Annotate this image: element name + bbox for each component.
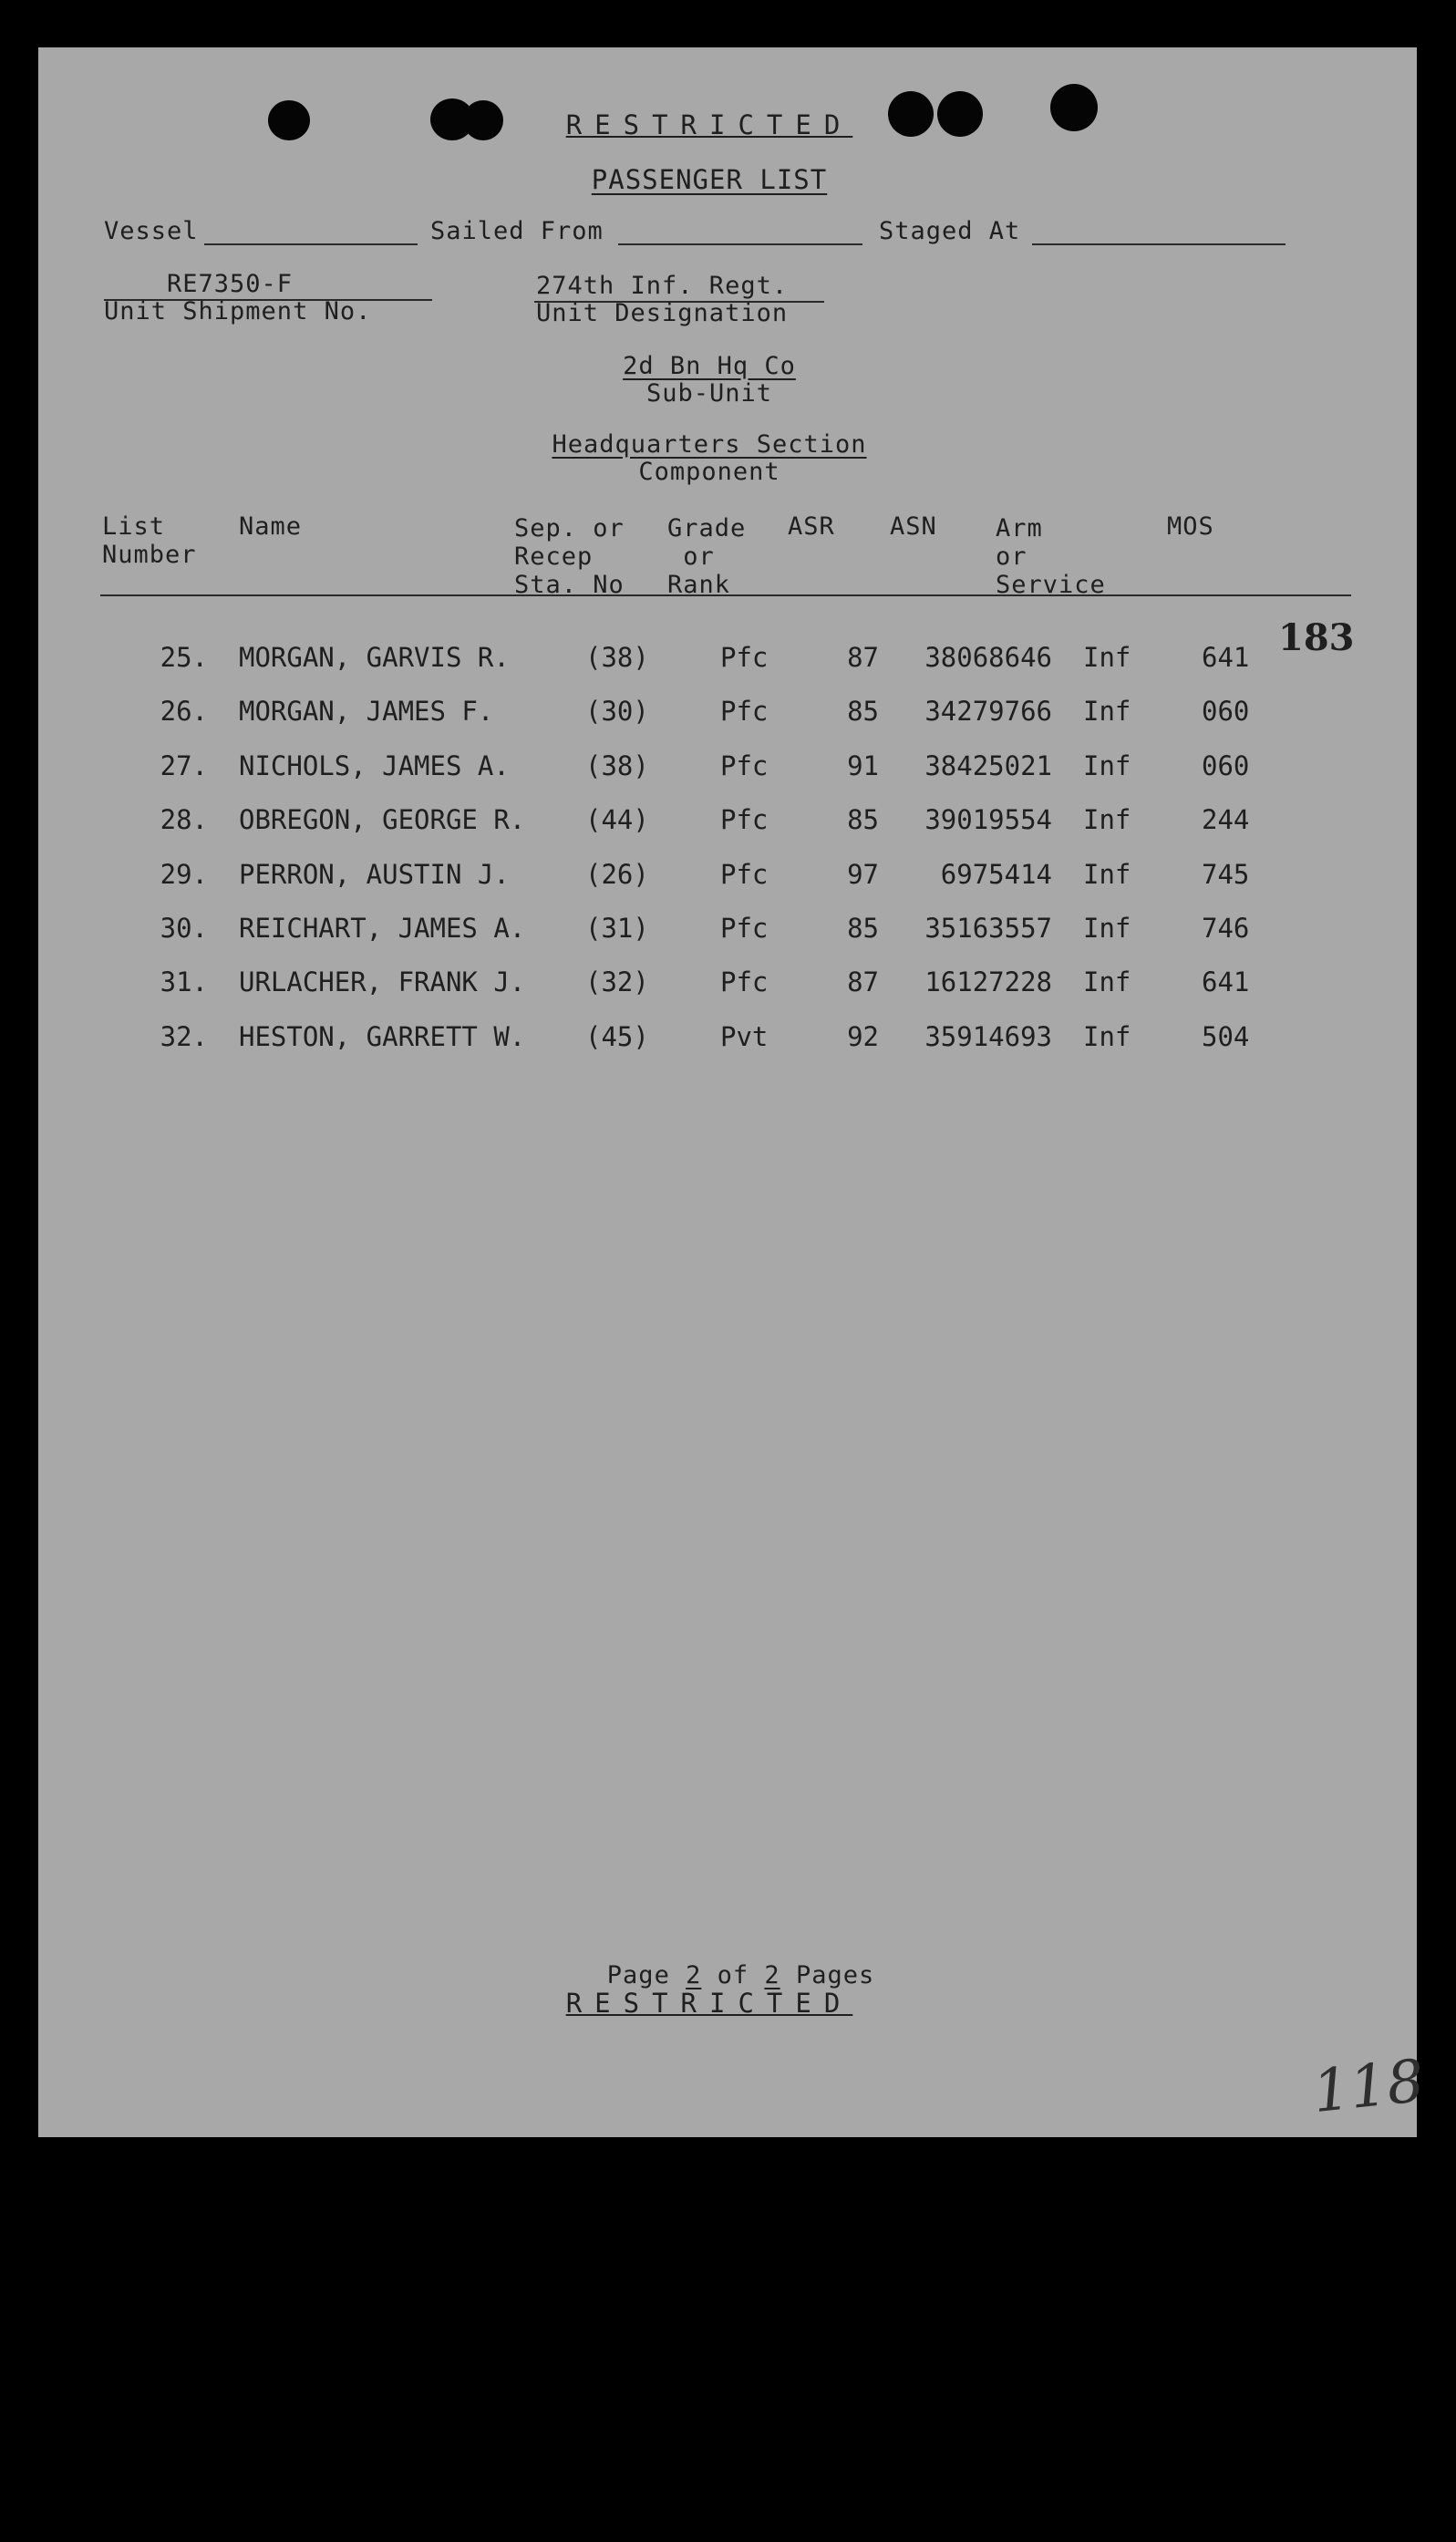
staged-at-label: Staged At bbox=[879, 217, 1021, 245]
restricted-top: RESTRICTED bbox=[565, 109, 853, 140]
cell-num: 30. bbox=[160, 913, 208, 944]
sub-unit-label: Sub-Unit bbox=[645, 379, 773, 408]
cell-name: NICHOLS, JAMES A. bbox=[239, 749, 510, 781]
cell-sta: (32) bbox=[585, 966, 649, 998]
component: Headquarters Section bbox=[552, 430, 867, 459]
cell-name: MORGAN, GARVIS R. bbox=[239, 642, 510, 673]
cell-mos: 244 bbox=[1202, 804, 1250, 836]
cell-sta: (26) bbox=[585, 858, 649, 890]
cell-name: MORGAN, JAMES F. bbox=[239, 696, 494, 728]
col-asn: ASN bbox=[890, 512, 937, 541]
table-row bbox=[38, 696, 1406, 732]
cell-num: 27. bbox=[160, 749, 208, 781]
unit-designation-label: Unit Designation bbox=[536, 299, 789, 327]
cell-asn: 35914693 bbox=[924, 1020, 1052, 1052]
cell-name: URLACHER, FRANK J. bbox=[239, 966, 526, 998]
cell-arm: Inf bbox=[1083, 913, 1131, 944]
cell-asr: 85 bbox=[847, 913, 879, 944]
cell-name: HESTON, GARRETT W. bbox=[239, 1020, 526, 1052]
cell-sta: (38) bbox=[585, 749, 649, 781]
component-label: Component bbox=[638, 458, 780, 486]
punch-hole bbox=[1050, 84, 1098, 131]
cell-asr: 87 bbox=[847, 642, 879, 673]
cell-num: 32. bbox=[160, 1020, 208, 1052]
cell-mos: 504 bbox=[1202, 1020, 1250, 1052]
stamp-number: 183 bbox=[1278, 616, 1355, 659]
sailed-from-field-line bbox=[618, 243, 862, 245]
cell-num: 25. bbox=[160, 642, 208, 673]
restricted-bottom: RESTRICTED bbox=[565, 1988, 853, 2019]
cell-arm: Inf bbox=[1083, 1020, 1131, 1052]
cell-grade: Pfc bbox=[720, 749, 769, 781]
cell-name: PERRON, AUSTIN J. bbox=[239, 858, 510, 890]
cell-arm: Inf bbox=[1083, 696, 1131, 728]
cell-arm: Inf bbox=[1083, 966, 1131, 998]
cell-asn: 35163557 bbox=[924, 913, 1052, 944]
header-rule bbox=[100, 594, 1351, 596]
table-row bbox=[38, 859, 1406, 895]
table-row bbox=[38, 966, 1406, 1003]
col-sep-recep: Sep. or Recep Sta. No bbox=[514, 514, 625, 599]
cell-asr: 87 bbox=[847, 966, 879, 998]
cell-sta: (45) bbox=[585, 1020, 649, 1052]
vessel-field-line bbox=[204, 243, 418, 245]
cell-grade: Pfc bbox=[720, 913, 769, 944]
punch-hole bbox=[268, 100, 310, 140]
cell-mos: 746 bbox=[1202, 913, 1250, 944]
table-row bbox=[38, 750, 1406, 787]
table-row bbox=[38, 804, 1406, 841]
cell-asr: 85 bbox=[847, 804, 879, 836]
page-total: 2 bbox=[764, 1961, 780, 1989]
page-of: of bbox=[717, 1961, 749, 1989]
cell-num: 29. bbox=[160, 858, 208, 890]
cell-mos: 060 bbox=[1202, 696, 1250, 728]
cell-num: 28. bbox=[160, 804, 208, 836]
document-page bbox=[38, 47, 1428, 2137]
cell-sta: (30) bbox=[585, 696, 649, 728]
page-current: 2 bbox=[686, 1961, 702, 1989]
cell-num: 31. bbox=[160, 966, 208, 998]
cell-asn: 16127228 bbox=[924, 966, 1052, 998]
cell-asn: 38425021 bbox=[924, 749, 1052, 781]
sailed-from-label: Sailed From bbox=[430, 217, 604, 245]
vessel-label: Vessel bbox=[104, 217, 199, 245]
col-name: Name bbox=[239, 512, 303, 541]
cell-grade: Pfc bbox=[720, 858, 769, 890]
table-row bbox=[38, 913, 1406, 949]
cell-grade: Pfc bbox=[720, 804, 769, 836]
cell-name: REICHART, JAMES A. bbox=[239, 913, 526, 944]
cell-grade: Pfc bbox=[720, 642, 769, 673]
punch-hole bbox=[937, 91, 983, 137]
col-asr: ASR bbox=[788, 512, 835, 541]
cell-mos: 641 bbox=[1202, 966, 1250, 998]
cell-mos: 060 bbox=[1202, 749, 1250, 781]
table-row bbox=[38, 642, 1406, 678]
unit-shipment-number-label: Unit Shipment No. bbox=[104, 297, 372, 326]
cell-num: 26. bbox=[160, 696, 208, 728]
cell-asr: 92 bbox=[847, 1020, 879, 1052]
cell-sta: (38) bbox=[585, 642, 649, 673]
cell-asn: 34279766 bbox=[924, 696, 1052, 728]
page-prefix: Page bbox=[606, 1961, 670, 1989]
table-row bbox=[38, 1021, 1406, 1058]
cell-mos: 641 bbox=[1202, 642, 1250, 673]
page-suffix: Pages bbox=[795, 1961, 875, 1989]
cell-asr: 91 bbox=[847, 749, 879, 781]
cell-asr: 85 bbox=[847, 696, 879, 728]
cell-asn: 39019554 bbox=[924, 804, 1052, 836]
cell-grade: Pvt bbox=[720, 1020, 769, 1052]
cell-grade: Pfc bbox=[720, 966, 769, 998]
cell-grade: Pfc bbox=[720, 696, 769, 728]
unit-designation: 274th Inf. Regt. bbox=[536, 272, 789, 300]
cell-name: OBREGON, GEORGE R. bbox=[239, 804, 526, 836]
cell-mos: 745 bbox=[1202, 858, 1250, 890]
cell-asn: 38068646 bbox=[924, 642, 1052, 673]
col-arm: Arm or Service bbox=[996, 514, 1106, 599]
cell-sta: (44) bbox=[585, 804, 649, 836]
cell-asr: 97 bbox=[847, 858, 879, 890]
handwritten-page-number: 118 bbox=[1309, 2047, 1428, 2127]
cell-sta: (31) bbox=[585, 913, 649, 944]
sub-unit: 2d Bn Hq Co bbox=[623, 352, 796, 380]
col-grade: Grade or Rank bbox=[667, 514, 747, 599]
cell-arm: Inf bbox=[1083, 804, 1131, 836]
cell-arm: Inf bbox=[1083, 749, 1131, 781]
cell-arm: Inf bbox=[1083, 858, 1131, 890]
col-mos: MOS bbox=[1167, 512, 1214, 541]
unit-shipment-number: RE7350-F bbox=[166, 270, 294, 298]
cell-asn: 6975414 bbox=[940, 858, 1052, 890]
col-list-number: List Number bbox=[102, 512, 197, 569]
cell-arm: Inf bbox=[1083, 642, 1131, 673]
document-title: PASSENGER LIST bbox=[591, 164, 828, 195]
staged-at-field-line bbox=[1032, 243, 1286, 245]
